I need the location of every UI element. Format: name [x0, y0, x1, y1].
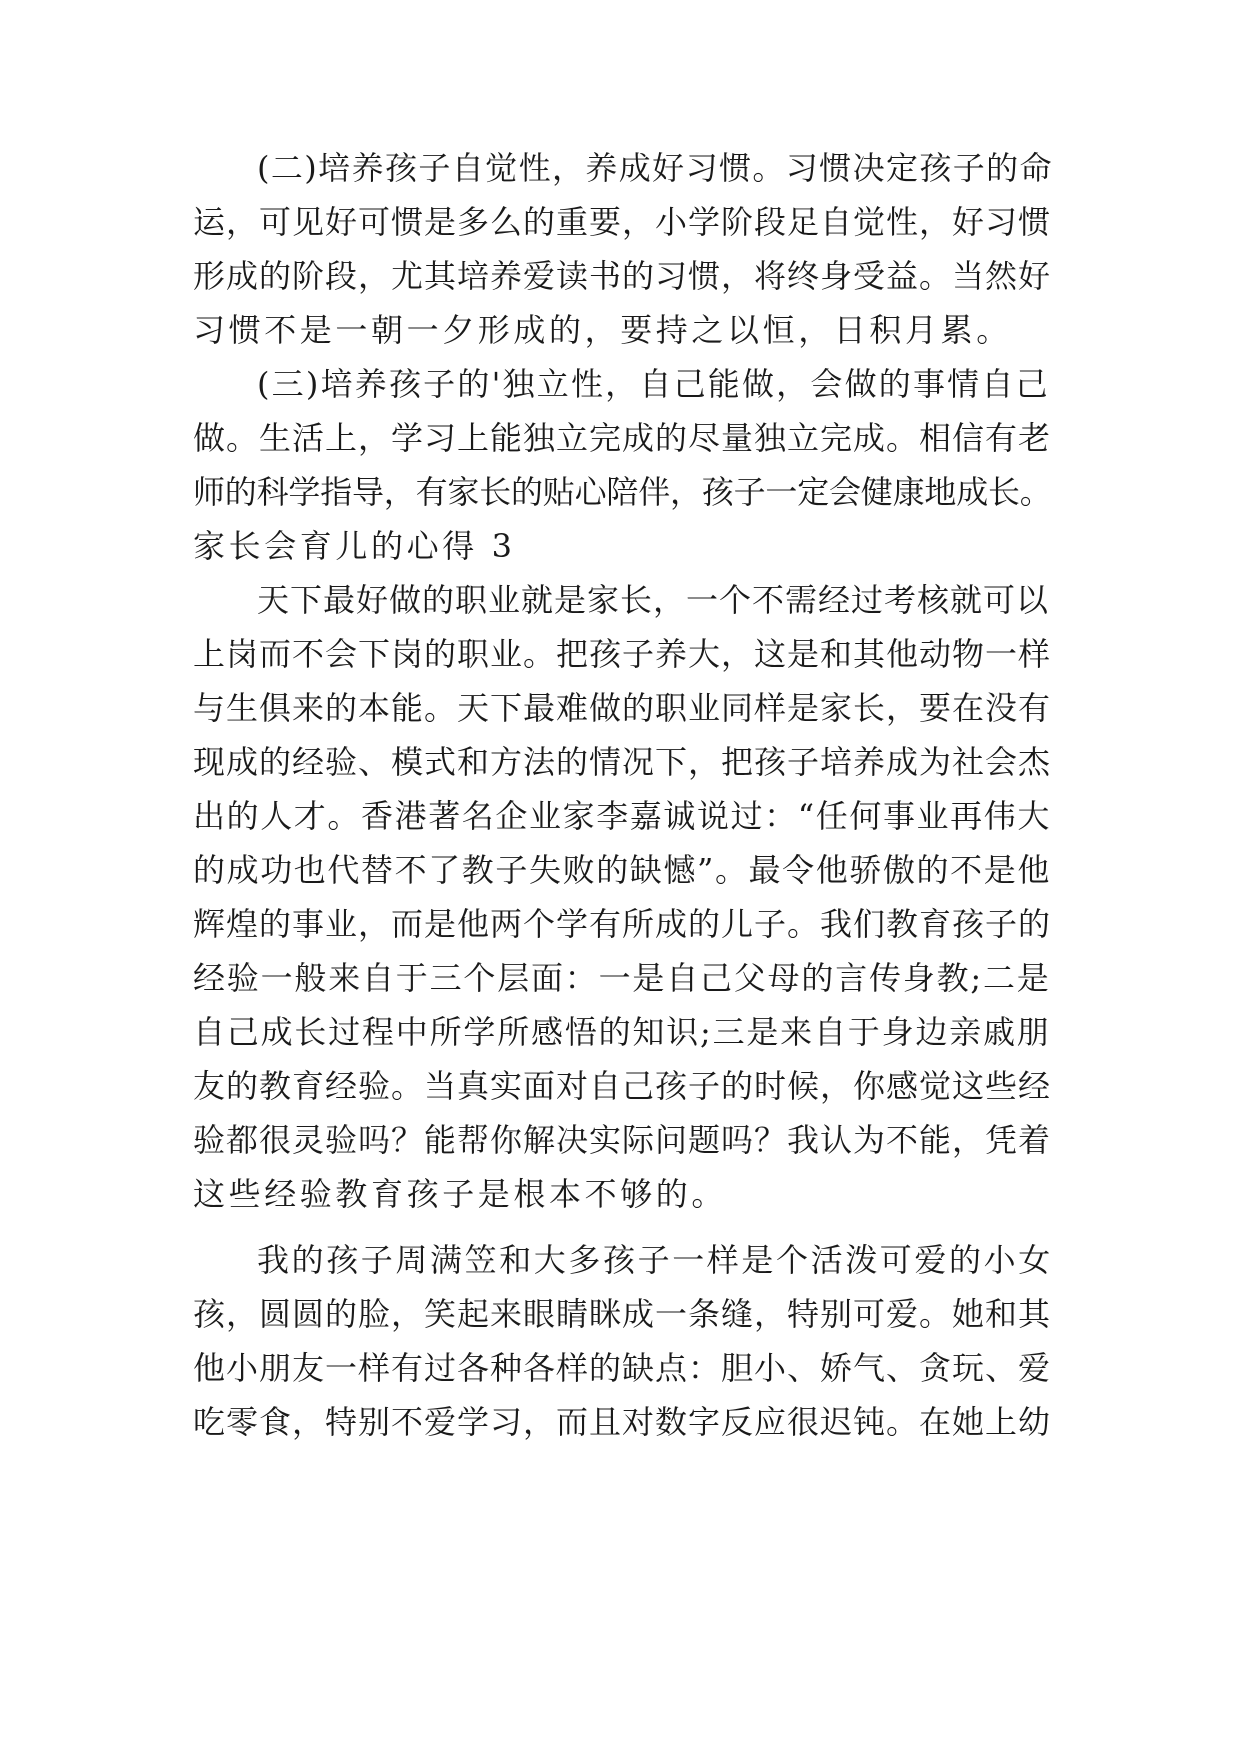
text-line: 天下最好做的职业就是家长，一个不需经过考核就可以 — [257, 581, 1050, 619]
text-line: 经验一般来自于三个层面：一是自己父母的言传身教;二是 — [193, 959, 1051, 997]
text-line: 辉煌的事业，而是他两个学有所成的儿子。我们教育孩子的 — [193, 905, 1052, 943]
text-line: 他小朋友一样有过各种各样的缺点：胆小、娇气、贪玩、爱 — [193, 1349, 1052, 1387]
text-line: 这些经验教育孩子是根本不够的。 — [193, 1175, 728, 1213]
text-line: 我的孩子周满笠和大多孩子一样是个活泼可爱的小女 — [257, 1241, 1053, 1279]
text-line: 验都很灵验吗？能帮你解决实际问题吗？我认为不能，凭着 — [193, 1121, 1052, 1159]
text-line: 的成功也代替不了教子失败的缺憾”。最令他骄傲的不是他 — [193, 851, 1051, 889]
text-line: (二)培养孩子自觉性，养成好习惯。习惯决定孩子的命 — [257, 149, 1053, 187]
text-line: 吃零食，特别不爱学习，而且对数字反应很迟钝。在她上幼 — [193, 1403, 1052, 1441]
text-line: 孩，圆圆的脸，笑起来眼睛眯成一条缝，特别可爱。她和其 — [193, 1295, 1052, 1333]
text-line: 形成的阶段，尤其培养爱读书的习惯，将终身受益。当然好 — [193, 257, 1052, 295]
text-line: 运，可见好可惯是多么的重要，小学阶段足自觉性，好习惯 — [193, 203, 1052, 241]
text-line: 友的教育经验。当真实面对自己孩子的时候，你感觉这些经 — [193, 1067, 1052, 1105]
text-line: 出的人才。香港著名企业家李嘉诚说过：“任何事业再伟大 — [193, 797, 1051, 835]
text-line: 自己成长过程中所学所感悟的知识;三是来自于身边亲戚朋 — [193, 1013, 1051, 1051]
text-line: 与生俱来的本能。天下最难做的职业同样是家长，要在没有 — [193, 689, 1052, 727]
text-line: 上岗而不会下岗的职业。把孩子养大，这是和其他动物一样 — [193, 635, 1052, 673]
text-line: 习惯不是一朝一夕形成的，要持之以恒，日积月累。 — [193, 311, 1012, 349]
section-heading: 家长会育儿的心得 3 — [193, 527, 516, 565]
text-line: 师的科学指导，有家长的贴心陪伴，孩子一定会健康地成长。 — [193, 473, 1052, 511]
text-line: (三)培养孩子的'独立性，自己能做，会做的事情自己 — [257, 365, 1050, 403]
text-line: 做。生活上，学习上能独立完成的尽量独立完成。相信有老 — [193, 419, 1052, 457]
text-line: 现成的经验、模式和方法的情况下，把孩子培养成为社会杰 — [193, 743, 1052, 781]
